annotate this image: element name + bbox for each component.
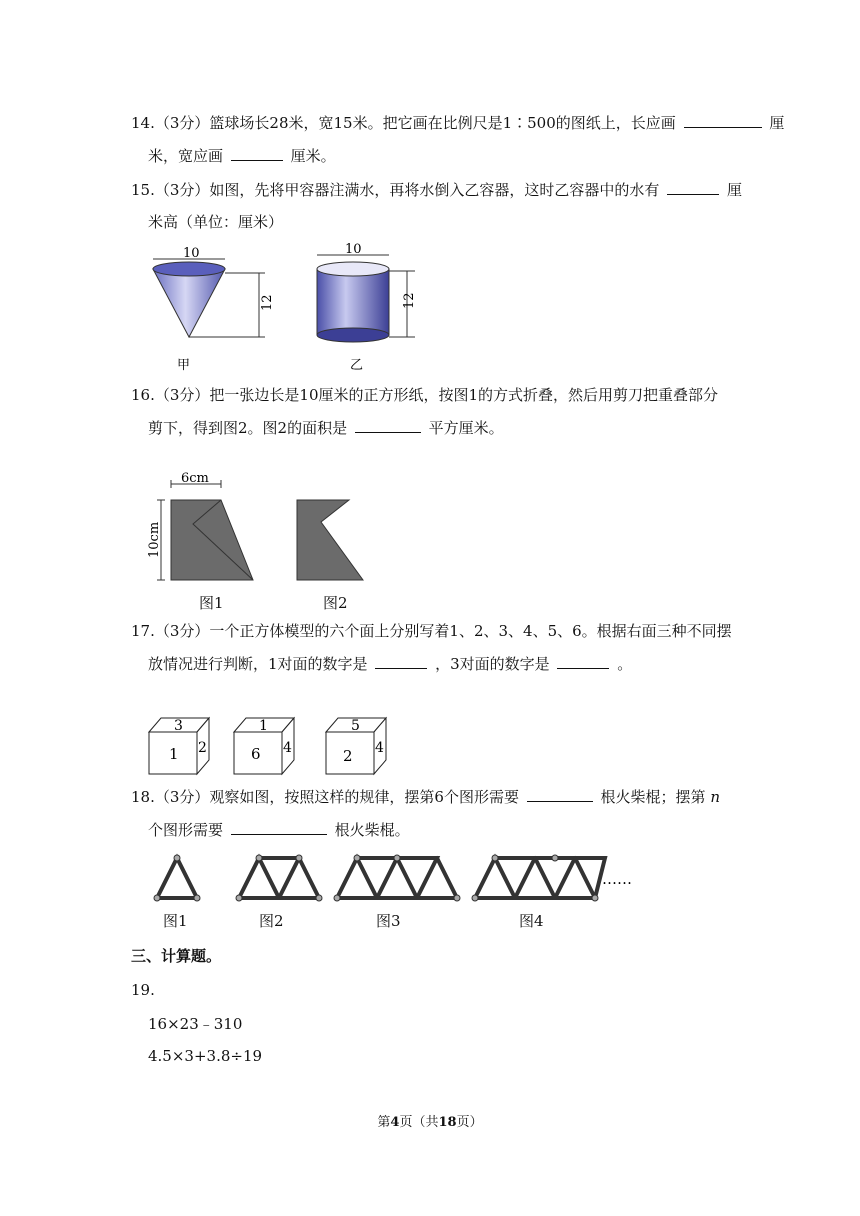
footer-text-c: 页） — [456, 1115, 483, 1130]
fig2-caption: 图2 — [323, 594, 348, 612]
cube3-top: 5 — [351, 718, 360, 734]
q16-answer-blank[interactable] — [355, 418, 421, 433]
q19-expression-1: 16×23﹣310 — [148, 1015, 243, 1033]
cylinder-height-label: 12 — [402, 292, 417, 309]
cube1-front: 1 — [169, 745, 179, 763]
q18-n: n — [710, 788, 720, 806]
cylinder-diameter-label: 10 — [345, 243, 362, 257]
cube2-front: 6 — [251, 745, 261, 763]
cone-diameter-label: 10 — [183, 246, 200, 261]
q17-line1 — [131, 621, 732, 641]
cone-container — [153, 246, 275, 373]
q16-line1 — [131, 385, 718, 405]
q18-ellipsis: …… — [602, 870, 632, 888]
q17-text3: ，3对面的数字是 — [435, 655, 550, 673]
q15-line1 — [131, 180, 742, 200]
cube-1 — [149, 718, 209, 774]
q16-line2 — [148, 418, 504, 438]
q18-text4: 根火柴棍。 — [334, 821, 410, 839]
q18-line2 — [148, 820, 410, 840]
q17-text: 17.（3分）一个正方体模型的六个面上分别写着1、2、3、4、5、6。根据右面三种不同摆 — [131, 622, 732, 640]
q16-folding-figure — [145, 472, 365, 587]
q17-answer-blank-3[interactable] — [557, 654, 609, 669]
q17-line2 — [148, 654, 632, 674]
footer-total-pages: 18 — [438, 1115, 457, 1130]
q18-caption-4: 图4 — [519, 912, 544, 930]
q19-expression-2: 4.5×3+3.8÷19 — [148, 1047, 263, 1065]
section-3-heading: 三、计算题。 — [131, 947, 222, 965]
fig1-caption: 图1 — [199, 594, 224, 612]
cone-height-label: 12 — [260, 294, 275, 311]
q15-unit: 厘 — [726, 181, 742, 199]
q18-text2: 根火柴棍；摆第 — [600, 788, 706, 806]
footer-text-b: 页（共 — [399, 1115, 439, 1130]
cube3-side: 4 — [375, 740, 384, 756]
cube1-top: 3 — [174, 718, 183, 734]
cube2-top: 1 — [259, 718, 268, 734]
cube2-side: 4 — [283, 740, 292, 756]
q18-line1 — [131, 787, 720, 807]
q18-answer-blank-6[interactable] — [527, 787, 593, 802]
q18-text3: 个图形需要 — [148, 821, 224, 839]
q14-answer-blank-length[interactable] — [684, 113, 762, 128]
fold-figure-2 — [297, 500, 363, 580]
q14-line1 — [131, 113, 784, 133]
q15-containers-figure — [145, 243, 435, 378]
cube3-front: 2 — [343, 747, 353, 765]
q15-answer-blank[interactable] — [667, 180, 719, 195]
q16-text3: 平方厘米。 — [428, 419, 504, 437]
q18-caption-3: 图3 — [376, 912, 401, 930]
q17-text4: 。 — [617, 655, 633, 673]
q18-caption-2: 图2 — [259, 912, 284, 930]
q15-text: 15.（3分）如图，先将甲容器注满水，再将水倒入乙容器，这时乙容器中的水有 — [131, 181, 660, 199]
q14-answer-blank-width[interactable] — [231, 146, 283, 161]
q18-caption-1: 图1 — [163, 912, 188, 930]
cube-3 — [326, 718, 386, 774]
q14-text2: 米，宽应画 — [148, 147, 224, 165]
fig1-height-label: 10cm — [147, 521, 162, 558]
cube1-side: 2 — [198, 740, 207, 756]
fig1-width-label: 6cm — [181, 472, 209, 486]
q14-line2 — [148, 146, 336, 166]
q18-text: 18.（3分）观察如图，按照这样的规律，摆第6个图形需要 — [131, 788, 519, 806]
q15-text2: 米高（单位：厘米） — [148, 213, 284, 231]
q17-text2: 放情况进行判断，1对面的数字是 — [148, 655, 368, 673]
q18-matchstick-figure — [145, 848, 665, 908]
q17-answer-blank-1[interactable] — [375, 654, 427, 669]
cube-2 — [234, 718, 294, 774]
footer-page-number: 4 — [390, 1115, 400, 1130]
q14-text: 14.（3分）篮球场长28米，宽15米。把它画在比例尺是1∶500的图纸上，长应画 — [131, 114, 676, 132]
q14-text3: 厘米。 — [290, 147, 336, 165]
q16-text2: 剪下，得到图2。图2的面积是 — [148, 419, 348, 437]
matchstick-shapes — [157, 858, 605, 898]
cylinder-container — [317, 243, 417, 373]
fold-figure-1 — [147, 472, 253, 580]
q17-cubes-figure — [145, 714, 415, 778]
cylinder-caption: 乙 — [350, 358, 364, 373]
q16-text: 16.（3分）把一张边长是10厘米的正方形纸，按图1的方式折叠，然后用剪刀把重叠部分 — [131, 386, 719, 404]
page-footer — [0, 1111, 860, 1130]
cone-caption: 甲 — [177, 358, 191, 373]
q15-line2 — [148, 212, 283, 232]
q14-unit: 厘 — [769, 114, 785, 132]
q18-answer-blank-n[interactable] — [231, 820, 327, 835]
q19-number: 19. — [131, 981, 155, 999]
footer-text-a: 第 — [377, 1115, 391, 1130]
